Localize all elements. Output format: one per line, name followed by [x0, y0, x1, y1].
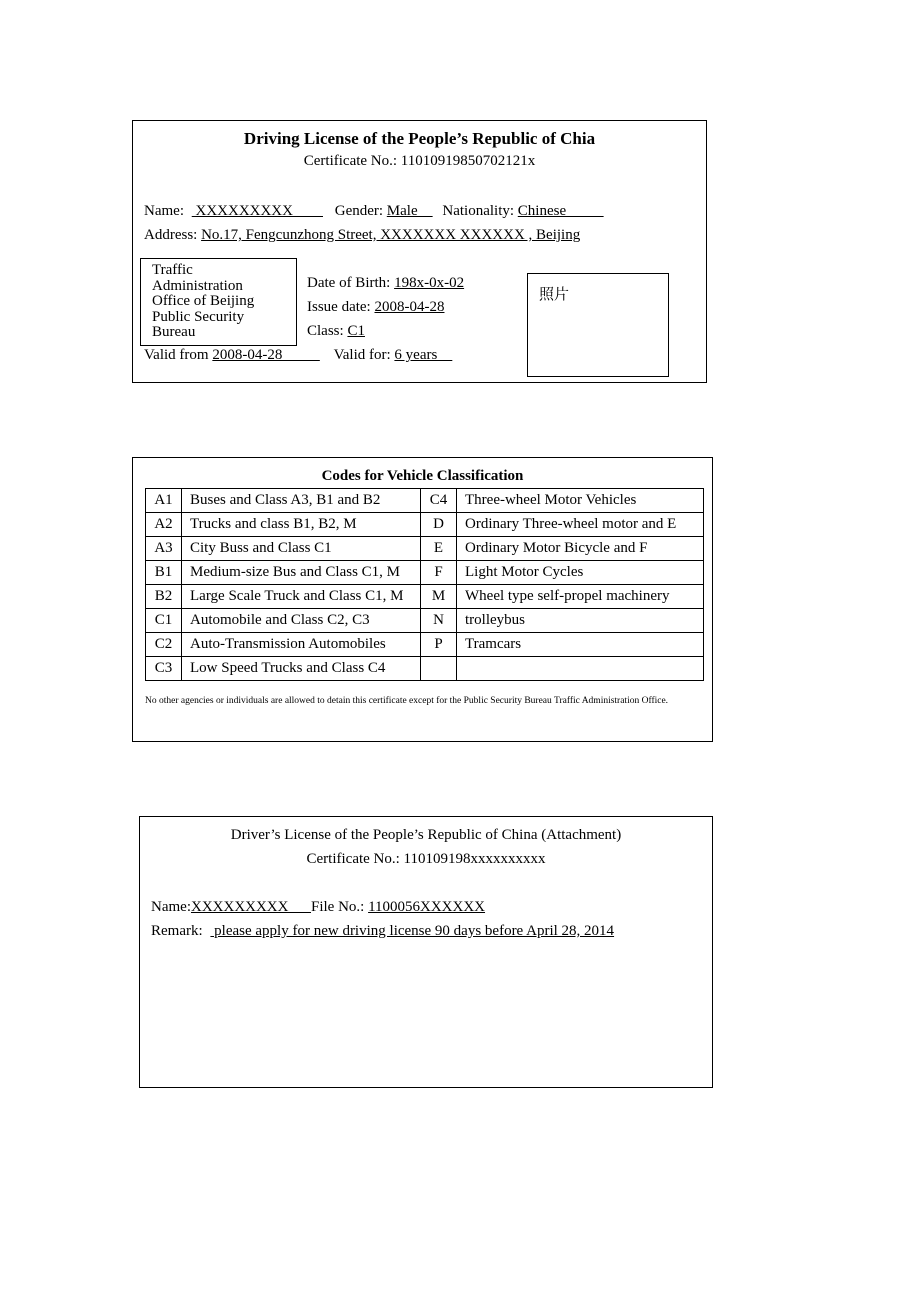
code-cell [421, 657, 457, 681]
description-cell: Auto-Transmission Automobiles [182, 633, 421, 657]
remark-label: Remark: [151, 923, 203, 939]
certificate-number: 11010919850702121x [400, 153, 536, 169]
description-cell: Low Speed Trucks and Class C4 [182, 657, 421, 681]
table-row [146, 585, 704, 609]
dob-line [307, 275, 464, 292]
codes-title: Codes for Vehicle Classification [321, 468, 524, 484]
description-cell [457, 657, 704, 681]
code-cell: E [421, 537, 457, 561]
nationality-label: Nationality: [442, 203, 515, 219]
certificate-label: Certificate No.: [303, 153, 398, 169]
nationality-value: Chinese [517, 203, 604, 219]
photo-label: 照片 [539, 285, 570, 303]
description-cell: Ordinary Motor Bicycle and F [457, 537, 704, 561]
description-cell: Automobile and Class C2, C3 [182, 609, 421, 633]
attachment-certificate-line [140, 851, 712, 868]
valid-for-value: 6 years [394, 347, 453, 363]
table-row [146, 489, 704, 513]
dob-label: Date of Birth: [307, 275, 391, 291]
code-cell: C3 [146, 657, 182, 681]
class-label: Class: [307, 323, 344, 339]
table-row [146, 657, 704, 681]
code-cell: C2 [146, 633, 182, 657]
code-cell: A3 [146, 537, 182, 561]
remark-value: please apply for new driving license 90 days before April 28, 2014 [210, 923, 615, 939]
valid-from-label: Valid from [144, 347, 209, 363]
code-cell: M [421, 585, 457, 609]
valid-from-value: 2008-04-28 [212, 347, 320, 363]
authority-line: Office of Beijing [152, 293, 255, 309]
code-cell: B2 [146, 585, 182, 609]
vehicle-codes-card [132, 457, 713, 742]
description-cell: City Buss and Class C1 [182, 537, 421, 561]
remark-line [151, 923, 614, 940]
issuing-authority-box [140, 258, 297, 346]
attachment-certificate-label: Certificate No.: [306, 851, 400, 867]
description-cell: trolleybus [457, 609, 704, 633]
license-certificate-line [133, 153, 706, 170]
name-label: Name: [144, 203, 184, 219]
table-row [146, 561, 704, 585]
code-cell: B1 [146, 561, 182, 585]
authority-line: Bureau [152, 324, 196, 340]
authority-line: Public Security [152, 308, 245, 325]
attachment-name-line [151, 899, 485, 916]
description-cell: Trucks and class B1, B2, M [182, 513, 421, 537]
description-cell: Buses and Class A3, B1 and B2 [182, 489, 421, 513]
file-number-value: 1100056XXXXXX [368, 899, 486, 915]
validity-line [144, 347, 452, 364]
issue-date-label: Issue date: [307, 299, 371, 315]
class-value: C1 [347, 323, 365, 339]
gender-value: Male [386, 203, 433, 219]
code-cell: A1 [146, 489, 182, 513]
table-row [146, 513, 704, 537]
table-row [146, 633, 704, 657]
description-cell: Large Scale Truck and Class C1, M [182, 585, 421, 609]
dob-value: 198x-0x-02 [394, 275, 465, 291]
description-cell: Wheel type self-propel machinery [457, 585, 704, 609]
name-gender-nationality-line [144, 203, 604, 220]
table-row [146, 609, 704, 633]
address-value: No.17, Fengcunzhong Street, XXXXXXX XXXXXX , Beijing [201, 227, 581, 243]
codes-table [145, 488, 704, 681]
code-cell: A2 [146, 513, 182, 537]
attachment-name-label: Name: [151, 899, 191, 915]
authority-line: Traffic [152, 262, 193, 278]
description-cell: Three-wheel Motor Vehicles [457, 489, 704, 513]
description-cell: Ordinary Three-wheel motor and E [457, 513, 704, 537]
address-label: Address: [144, 227, 198, 243]
attachment-title: Driver’s License of the People’s Republic of China (Attachment) [230, 827, 622, 843]
attachment-card [139, 816, 713, 1088]
authority-line: Administration [152, 277, 243, 294]
issue-date-value: 2008-04-28 [374, 299, 445, 315]
photo-placeholder [527, 273, 669, 377]
description-cell: Light Motor Cycles [457, 561, 704, 585]
code-cell: F [421, 561, 457, 585]
address-line [144, 227, 580, 244]
license-title: Driving License of the People’s Republic of Chia [243, 129, 596, 148]
valid-for-label: Valid for: [333, 347, 391, 363]
description-cell: Tramcars [457, 633, 704, 657]
issue-date-line [307, 299, 444, 316]
code-cell: N [421, 609, 457, 633]
driving-license-card [132, 120, 707, 383]
name-value: XXXXXXXXX [191, 203, 323, 219]
code-cell: D [421, 513, 457, 537]
code-cell: C4 [421, 489, 457, 513]
code-cell: P [421, 633, 457, 657]
codes-footnote: No other agencies or individuals are allowed to detain this certificate except for the Public Security Bureau Traffic Administration Office. [145, 696, 669, 706]
class-line [307, 323, 365, 340]
description-cell: Medium-size Bus and Class C1, M [182, 561, 421, 585]
attachment-certificate-number: 110109198xxxxxxxxxx [403, 851, 546, 867]
code-cell: C1 [146, 609, 182, 633]
attachment-name-value: XXXXXXXXX [190, 899, 311, 915]
gender-label: Gender: [334, 203, 384, 219]
table-row [146, 537, 704, 561]
file-number-label: File No.: [310, 899, 365, 915]
